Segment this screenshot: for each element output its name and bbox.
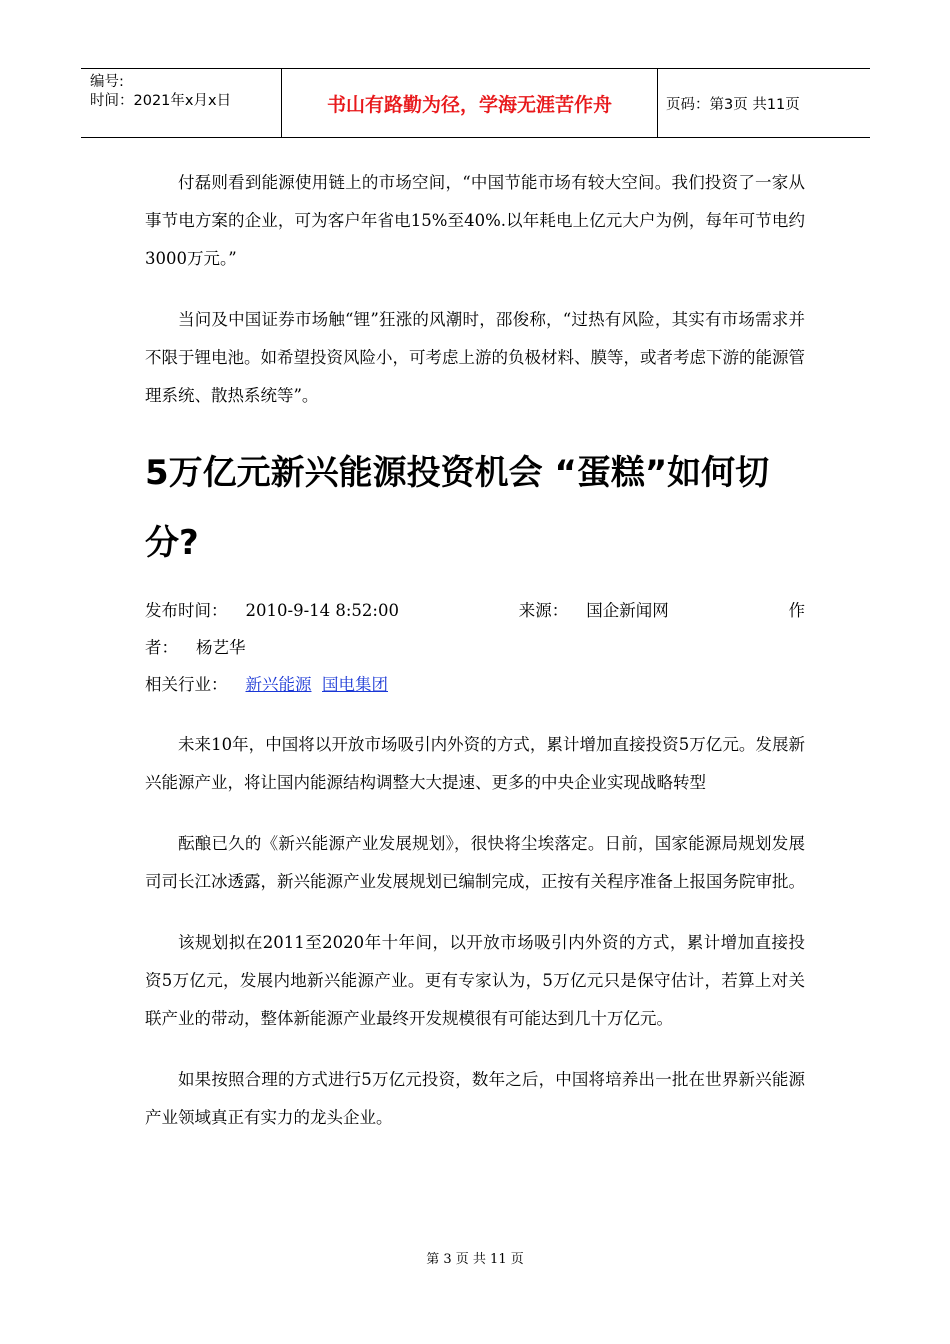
industry-link[interactable]: 国电集团 [322, 675, 388, 694]
article-meta [145, 592, 805, 703]
publish-info [145, 592, 399, 629]
header-motto: 书山有路勤为径，学海无涯苦作舟 [281, 69, 658, 137]
industry-label: 相关行业： [145, 675, 228, 694]
paragraph: 酝酿已久的《新兴能源产业发展规划》，很快将尘埃落定。日前，国家能源局规划发展司司长江冰透露，新兴能源产业发展规划已编制完成，正按有关程序准备上报国务院审批。 [145, 834, 805, 891]
paragraph: 如果按照合理的方式进行5万亿元投资，数年之后，中国将培养出一批在世界新兴能源产业领域真正有实力的龙头企业。 [145, 1070, 805, 1127]
paragraph: 该规划拟在2011至2020年十年间，以开放市场吸引内外资的方式，累计增加直接投资5万亿元，发展内地新兴能源产业。更有专家认为，5万亿元只是保守估计，若算上对关联产业的带动，整体新能源产业最终开发规模很有可能达到几十万亿元。 [145, 933, 805, 1028]
paragraph: 当问及中国证券市场触“锂”狂涨的风潮时，邵俊称，“过热有风险，其实有市场需求并不限于锂电池。如希望投资风险小，可考虑上游的负极材料、膜等，或者考虑下游的能源管理系统、散热系统等”。 [145, 310, 805, 405]
paragraph: 付磊则看到能源使用链上的市场空间，“中国节能市场有较大空间。我们投资了一家从事节电方案的企业，可为客户年省电15%至40%.以年耗电上亿元大户为例，每年可节电约3000万元。” [145, 173, 805, 268]
meta-row-publish [145, 592, 805, 629]
meta-row-industry [145, 666, 805, 703]
header-page-code: 页码：第3页 共11页 [666, 96, 800, 113]
publish-label: 发布时间： [145, 601, 228, 620]
source-label: 来源： [518, 601, 569, 620]
paragraph: 未来10年，中国将以开放市场吸引内外资的方式，累计增加直接投资5万亿元。发展新兴能源产业，将让国内能源结构调整大大提速、更多的中央企业实现战略转型 [145, 735, 805, 792]
article-title: 5万亿元新兴能源投资机会 “蛋糕”如何切分? [145, 453, 770, 563]
header-info-cell [81, 69, 281, 137]
publish-time: 2010-9-14 8:52:00 [245, 601, 399, 620]
source-info [519, 592, 669, 629]
meta-row-author [145, 629, 805, 666]
industry-link[interactable]: 新兴能源 [245, 675, 312, 694]
page-header [81, 68, 870, 138]
time-label: 时间：2021年x月x日 [90, 93, 232, 109]
author-label-start: 作 [788, 601, 805, 620]
author-label-end: 者： [145, 638, 178, 657]
page-footer: 第 3 页 共 11 页 [426, 1252, 524, 1267]
code-label: 编号: [90, 74, 124, 90]
author-value: 杨艺华 [196, 638, 246, 657]
document-body [145, 164, 805, 1160]
source-value: 国企新闻网 [586, 601, 669, 620]
